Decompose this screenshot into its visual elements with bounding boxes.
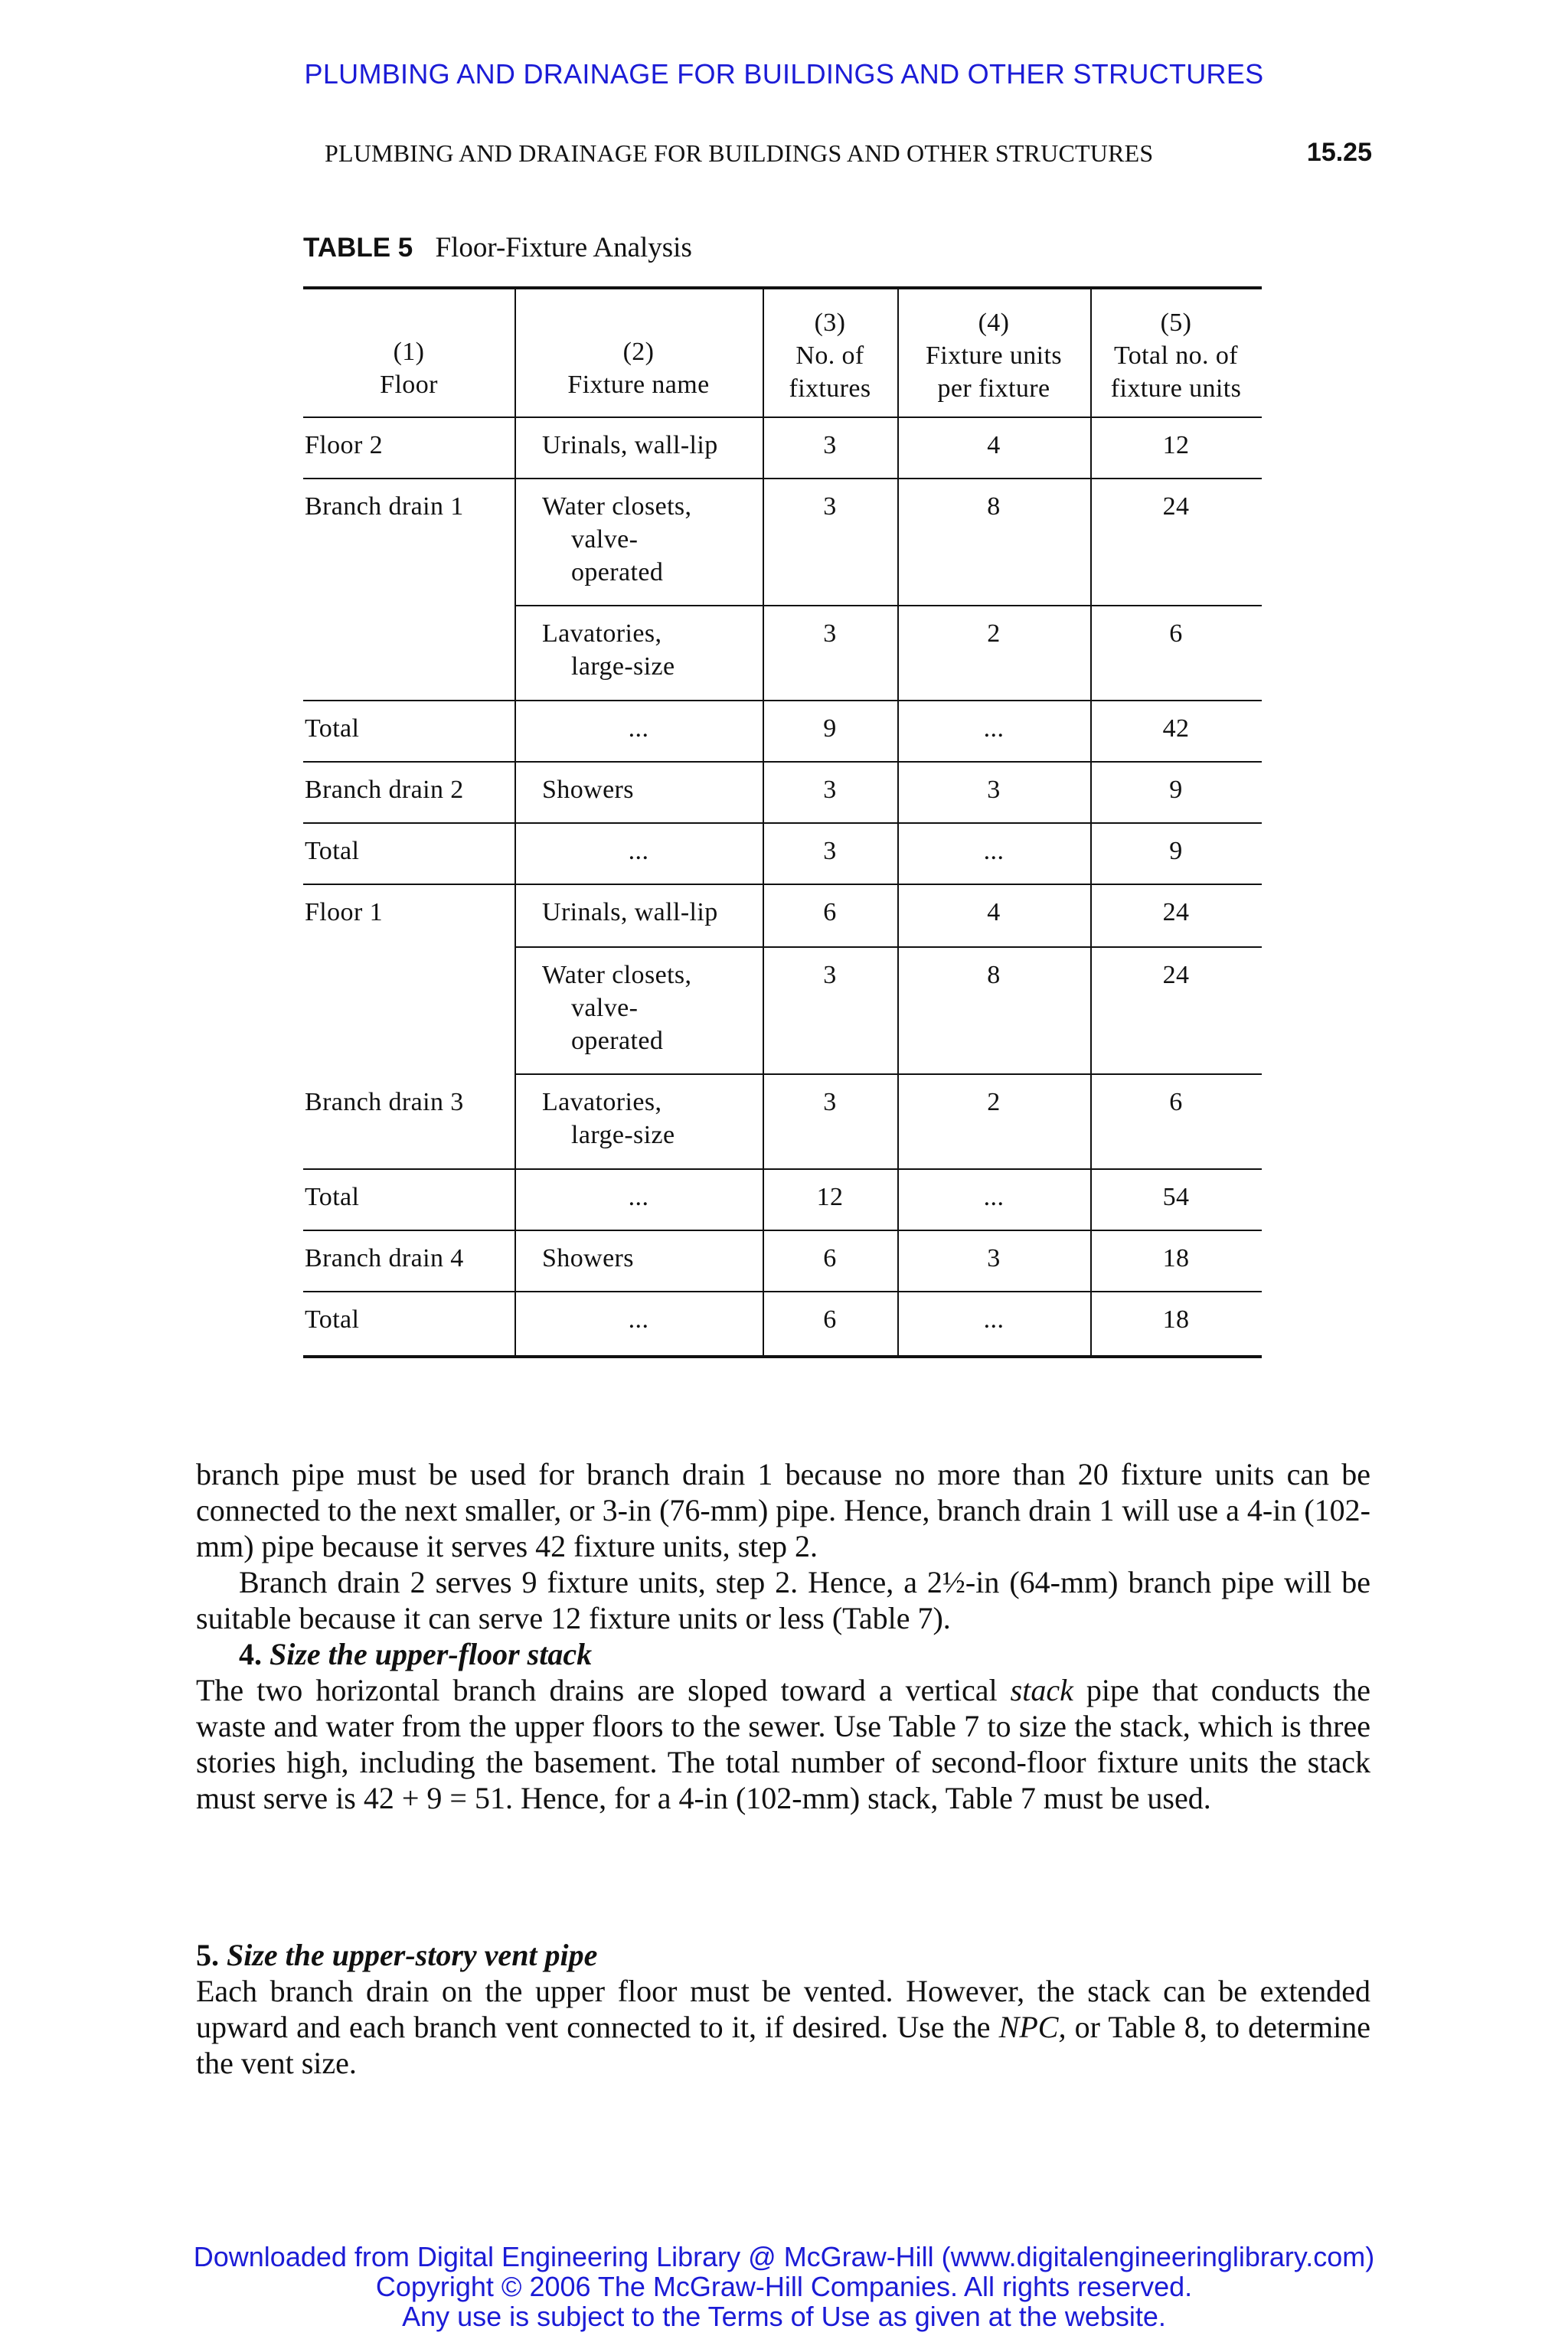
row-fixture-name: Water closets, <box>542 492 692 521</box>
column-header-number: (3) <box>814 309 846 337</box>
document-source-title: PLUMBING AND DRAINAGE FOR BUILDINGS AND OTHER STRUCTURES <box>304 58 1264 90</box>
row-number-of-fixtures: 3 <box>823 619 837 648</box>
step-title: Size the upper-story vent pipe <box>227 1938 598 1972</box>
row-floor-label: Branch drain 2 <box>305 776 464 804</box>
row-number-of-fixtures: 3 <box>823 776 837 804</box>
row-number-of-fixtures: 3 <box>823 492 837 521</box>
page-number: 15.25 <box>1306 138 1372 167</box>
row-fixture-name: operated <box>571 1027 664 1055</box>
row-total-units: 9 <box>1169 776 1183 804</box>
row-floor-label: Total <box>305 1305 360 1334</box>
row-floor-label: Branch drain 4 <box>305 1244 464 1272</box>
row-number-of-fixtures: 9 <box>823 714 837 743</box>
column-header-label: Total no. of <box>1113 341 1238 370</box>
column-header-label: Floor <box>380 371 438 399</box>
row-separator <box>303 700 1262 701</box>
row-total-units: 24 <box>1162 492 1190 521</box>
step-number: 5. <box>196 1938 219 1972</box>
column-header-label: No. of <box>795 341 864 370</box>
row-total-units: 18 <box>1162 1305 1190 1334</box>
paragraph: branch pipe must be used for branch drain 1 because no more than 20 fixture units can be connected to the next smaller, or 3-in (76-mm) pipe. Hence, branch drain 1 will use a 4-in (102-mm) pipe because it serves 42 fixture units, step 2. <box>196 1457 1370 1563</box>
row-units-per-fixture: 4 <box>987 898 1001 926</box>
body-text-step5 <box>196 1937 1370 2081</box>
row-units-per-fixture: 3 <box>987 1244 1001 1272</box>
row-separator <box>514 605 1262 606</box>
column-header-label: per fixture <box>937 374 1050 403</box>
row-floor-label: Branch drain 1 <box>305 492 464 521</box>
row-total-units: 54 <box>1162 1183 1190 1211</box>
row-floor-label: Total <box>305 1183 360 1211</box>
header-bottom-rule <box>303 416 1262 418</box>
row-number-of-fixtures: 3 <box>823 1088 837 1116</box>
row-fixture-name: ... <box>628 1183 649 1211</box>
row-number-of-fixtures: 3 <box>823 837 837 865</box>
row-separator <box>303 884 1262 885</box>
row-units-per-fixture: 8 <box>987 492 1001 521</box>
column-header-number: (4) <box>978 309 1010 337</box>
step-heading <box>196 1937 1370 1973</box>
row-separator <box>514 946 1262 948</box>
row-separator <box>303 1168 1262 1170</box>
step-title: Size the upper-floor stack <box>270 1637 593 1671</box>
row-fixture-name: valve- <box>571 525 639 554</box>
row-fixture-name: ... <box>628 837 649 865</box>
row-units-per-fixture: 4 <box>987 431 1001 459</box>
running-head: PLUMBING AND DRAINAGE FOR BUILDINGS AND OTHER STRUCTURES <box>325 139 1154 167</box>
row-total-units: 42 <box>1162 714 1190 743</box>
paragraph: The two horizontal branch drains are sloped toward a vertical stack pipe that conducts the waste and water from the upper floors to the sewer. Use Table 7 to size the stack, which is three stories high, including the basement. The total number of second-floor fixture units the stack must serve is 42 + 9 = 51. Hence, for a 4-in (102-mm) stack, Table 7 must be used. <box>196 1673 1371 1815</box>
row-separator <box>514 1073 1262 1075</box>
footer-line[interactable]: Downloaded from Digital Engineering Library @ McGraw-Hill (www.digitalengineeringlibrary.com) <box>193 2241 1375 2272</box>
row-fixture-name: operated <box>571 558 664 586</box>
row-fixture-name: ... <box>628 714 649 743</box>
row-total-units: 24 <box>1162 898 1190 926</box>
row-fixture-name: Urinals, wall-lip <box>542 431 718 459</box>
row-number-of-fixtures: 6 <box>823 898 837 926</box>
row-total-units: 9 <box>1169 837 1183 865</box>
column-header-label: fixtures <box>789 374 871 403</box>
step-heading <box>196 1636 1370 1672</box>
row-fixture-name: large-size <box>571 1121 675 1149</box>
column-header-number: (2) <box>622 338 655 366</box>
row-number-of-fixtures: 6 <box>823 1305 837 1334</box>
column-rule <box>514 289 516 1355</box>
column-header-label: Fixture name <box>567 371 710 399</box>
row-floor-label: Floor 1 <box>305 898 383 926</box>
row-number-of-fixtures: 3 <box>823 431 837 459</box>
row-fixture-name: Showers <box>542 776 634 804</box>
row-total-units: 24 <box>1162 961 1190 989</box>
row-units-per-fixture: ... <box>983 1183 1004 1211</box>
row-floor-label: Total <box>305 837 360 865</box>
floor-fixture-table <box>303 286 1262 1358</box>
table-caption <box>303 231 692 264</box>
table-label: TABLE 5 <box>303 233 413 263</box>
row-separator <box>303 478 1262 479</box>
column-rule <box>897 289 899 1355</box>
row-number-of-fixtures: 6 <box>823 1244 837 1272</box>
footer-line: Copyright © 2006 The McGraw-Hill Companies. All rights reserved. <box>375 2271 1193 2302</box>
row-total-units: 18 <box>1162 1244 1190 1272</box>
row-separator <box>303 761 1262 763</box>
row-total-units: 12 <box>1162 431 1190 459</box>
row-units-per-fixture: ... <box>983 714 1004 743</box>
column-rule <box>1090 289 1092 1355</box>
table-title: Floor-Fixture Analysis <box>435 232 692 263</box>
paragraph: Each branch drain on the upper floor must be vented. However, the stack can be extended upward and each branch vent connected to it, if desired. Use the NPC, or Table 8, to determine the vent size. <box>196 1974 1370 2080</box>
column-header-label: Fixture units <box>925 341 1063 370</box>
row-fixture-name: Water closets, <box>542 961 692 989</box>
table-top-rule <box>303 286 1262 289</box>
column-rule <box>763 289 764 1355</box>
body-text <box>196 1456 1370 1816</box>
row-total-units: 6 <box>1169 1088 1183 1116</box>
row-fixture-name: Lavatories, <box>542 619 662 648</box>
row-number-of-fixtures: 3 <box>823 961 837 989</box>
row-floor-label: Floor 2 <box>305 431 383 459</box>
row-separator <box>303 822 1262 824</box>
row-units-per-fixture: 2 <box>987 1088 1001 1116</box>
row-floor-label: Branch drain 3 <box>305 1088 464 1116</box>
row-separator <box>303 1230 1262 1231</box>
row-units-per-fixture: 8 <box>987 961 1001 989</box>
row-fixture-name: large-size <box>571 652 675 681</box>
row-number-of-fixtures: 12 <box>816 1183 844 1211</box>
row-fixture-name: Urinals, wall-lip <box>542 898 718 926</box>
row-fixture-name: valve- <box>571 994 639 1022</box>
row-floor-label: Total <box>305 714 360 743</box>
column-header-number: (5) <box>1160 309 1192 337</box>
row-fixture-name: ... <box>628 1305 649 1334</box>
row-separator <box>303 1291 1262 1292</box>
row-fixture-name: Showers <box>542 1244 634 1272</box>
row-units-per-fixture: ... <box>983 1305 1004 1334</box>
column-header-number: (1) <box>393 338 425 366</box>
paragraph: Branch drain 2 serves 9 fixture units, step 2. Hence, a 2½-in (64-mm) branch pipe will be suitable because it can serve 12 fixture units or less (Table 7). <box>196 1565 1370 1635</box>
row-units-per-fixture: 3 <box>987 776 1001 804</box>
row-units-per-fixture: 2 <box>987 619 1001 648</box>
row-total-units: 6 <box>1169 619 1183 648</box>
download-notice <box>0 2242 1568 2331</box>
table-bottom-rule <box>303 1355 1262 1358</box>
footer-line: Any use is subject to the Terms of Use as given at the website. <box>402 2301 1166 2332</box>
row-units-per-fixture: ... <box>983 837 1004 865</box>
row-fixture-name: Lavatories, <box>542 1088 662 1116</box>
column-header-label: fixture units <box>1110 374 1242 403</box>
step-number: 4. <box>239 1637 262 1671</box>
